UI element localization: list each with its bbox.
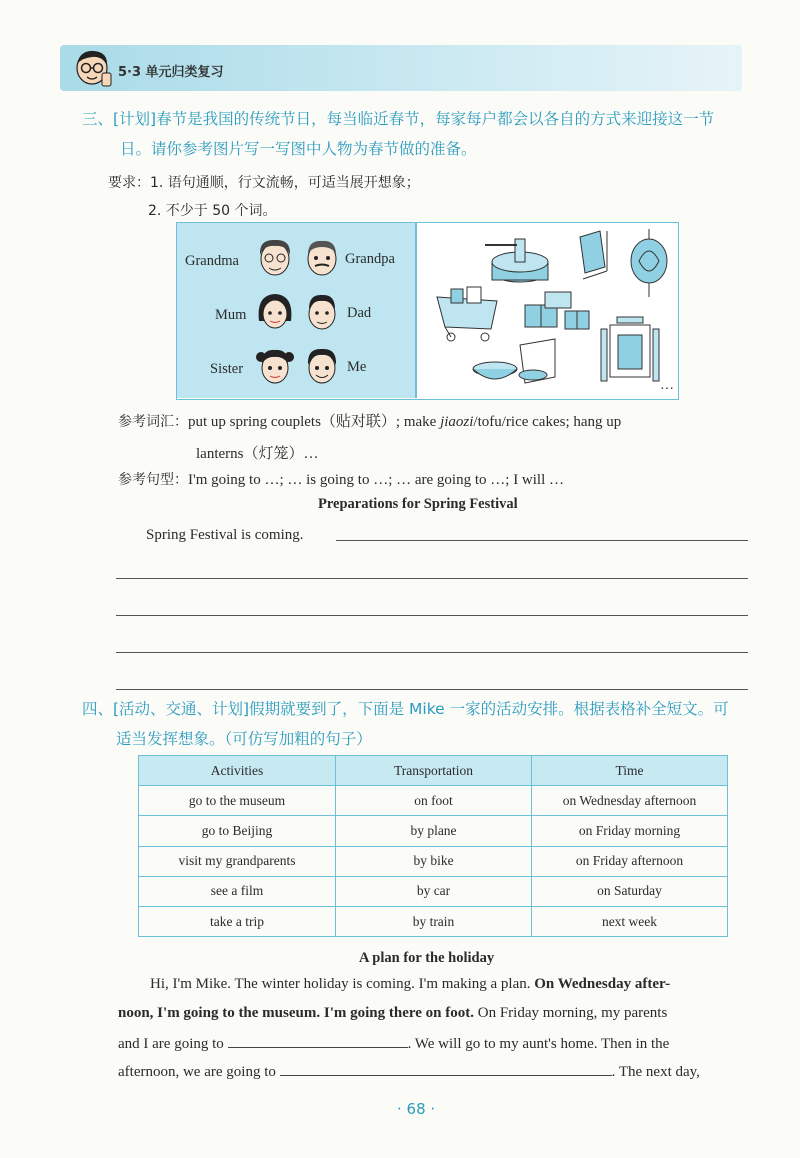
passage-line-4 [118, 1062, 700, 1081]
tofu-mill-icon [485, 239, 548, 282]
q4-heading-line2: 适当发挥想象。（可仿写加粗的句子） [116, 730, 372, 748]
cell-activity: go to Beijing [139, 816, 336, 846]
spring-festival-illustration [425, 227, 675, 397]
passage-line-3 [118, 1034, 669, 1053]
cell-activity: visit my grandparents [139, 846, 336, 876]
passage-text-3b: . We will go to my aunt's home. Then in the [407, 1036, 670, 1052]
writing-line-1[interactable] [336, 540, 748, 541]
q3-heading-line2: 日。请你参考图片写一写图中人物为春节做的准备。 [120, 140, 477, 158]
cooking-icon [473, 339, 555, 383]
passage-title: A plan for the holiday [359, 950, 495, 966]
cell-time: next week [532, 906, 728, 936]
table-row [139, 846, 728, 876]
passage-line-2 [118, 1005, 667, 1022]
lantern-icon [631, 229, 667, 297]
vocab-italic: jiaozi [440, 414, 474, 430]
shopping-cart-icon [437, 287, 497, 341]
passage-text-2b: On Friday morning, my parents [474, 1005, 668, 1021]
grandma-face-icon [256, 237, 294, 279]
cell-transportation: by train [336, 906, 532, 936]
passage-bold-1: On Wednesday after- [534, 976, 671, 992]
header-time: Time [532, 756, 728, 786]
answer-blank-1[interactable] [228, 1034, 408, 1048]
cell-time: on Wednesday afternoon [532, 786, 728, 816]
sister-face-icon [256, 345, 294, 387]
cell-time: on Friday afternoon [532, 846, 728, 876]
label-grandma: Grandma [185, 253, 239, 269]
header-activities: Activities [139, 756, 336, 786]
label-grandpa: Grandpa [345, 251, 395, 267]
label-mum: Mum [215, 307, 247, 323]
me-face-icon [303, 345, 341, 387]
passage-text-1a: Hi, I'm Mike. The winter holiday is coming. I'm making a plan. [150, 976, 535, 992]
writing-line-4[interactable] [116, 652, 748, 653]
answer-blank-2[interactable] [280, 1062, 612, 1076]
passage-text-4a: afternoon, we are going to [118, 1064, 276, 1080]
vocab-text-b: /tofu/rice cakes; hang up [473, 414, 622, 430]
reference-vocab-line1 [118, 410, 621, 431]
table-header-row [139, 756, 728, 786]
table-row [139, 876, 728, 906]
cell-transportation: by bike [336, 846, 532, 876]
grandpa-face-icon [303, 237, 341, 279]
requirement-2: 2. 不少于 50 个词。 [148, 203, 277, 219]
cell-time: on Saturday [532, 876, 728, 906]
illustration-ellipsis: … [660, 378, 674, 393]
table-row [139, 906, 728, 936]
dad-face-icon [303, 291, 341, 333]
picture-divider [415, 223, 417, 398]
reference-patterns [118, 469, 564, 489]
mascot-icon [70, 46, 116, 90]
essay-opening: Spring Festival is coming. [146, 527, 304, 543]
vocab-text-a: put up spring couplets（贴对联）; make [188, 414, 441, 430]
cell-activity: see a film [139, 876, 336, 906]
spring-couplet-icon [580, 231, 607, 279]
page-number: · 68 · [397, 1100, 436, 1118]
q3-heading-line1: 三、[计划]春节是我国的传统节日，每当临近春节，每家每户都会以各自的方式来迎接这一节 [82, 110, 715, 128]
q4-heading-line1: 四、[活动、交通、计划]假期就要到了，下面是 Mike 一家的活动安排。根据表格补全短文。可 [82, 700, 729, 718]
passage-text-3a: and I are going to [118, 1036, 224, 1052]
cell-time: on Friday morning [532, 816, 728, 846]
cell-transportation: by plane [336, 816, 532, 846]
writing-line-2[interactable] [116, 578, 748, 579]
requirement-1: 要求：1. 语句通顺，行文流畅，可适当展开想象； [108, 175, 420, 191]
writing-line-5[interactable] [116, 689, 748, 690]
vocab-label: 参考词汇： [118, 414, 188, 430]
table-row [139, 816, 728, 846]
family-members-panel [177, 223, 415, 398]
family-picture-box [176, 222, 679, 400]
door-couplets-icon [601, 317, 659, 381]
cell-transportation: by car [336, 876, 532, 906]
label-dad: Dad [347, 305, 372, 321]
essay-title: Preparations for Spring Festival [318, 496, 518, 512]
gift-boxes-icon [525, 292, 589, 329]
label-me: Me [347, 359, 367, 375]
unit-title: 5·3 单元归类复习 [118, 65, 224, 80]
passage-text-4b: . The next day, [611, 1064, 700, 1080]
writing-line-3[interactable] [116, 615, 748, 616]
pattern-label: 参考句型： [118, 472, 188, 488]
cell-activity: take a trip [139, 906, 336, 936]
header-transportation: Transportation [336, 756, 532, 786]
mum-face-icon [256, 291, 294, 333]
table-row [139, 786, 728, 816]
pattern-text: I'm going to …; … is going to …; … are going to …; I will … [188, 472, 565, 488]
passage-line-1 [150, 976, 670, 993]
question-4-heading [82, 694, 772, 754]
activity-table [138, 755, 728, 937]
cell-transportation: on foot [336, 786, 532, 816]
question-3-heading [82, 104, 762, 164]
label-sister: Sister [210, 361, 244, 377]
cell-activity: go to the museum [139, 786, 336, 816]
reference-vocab-line2: lanterns（灯笼）… [196, 446, 319, 462]
passage-bold-2: noon, I'm going to the museum. I'm going there on foot. [118, 1005, 474, 1021]
